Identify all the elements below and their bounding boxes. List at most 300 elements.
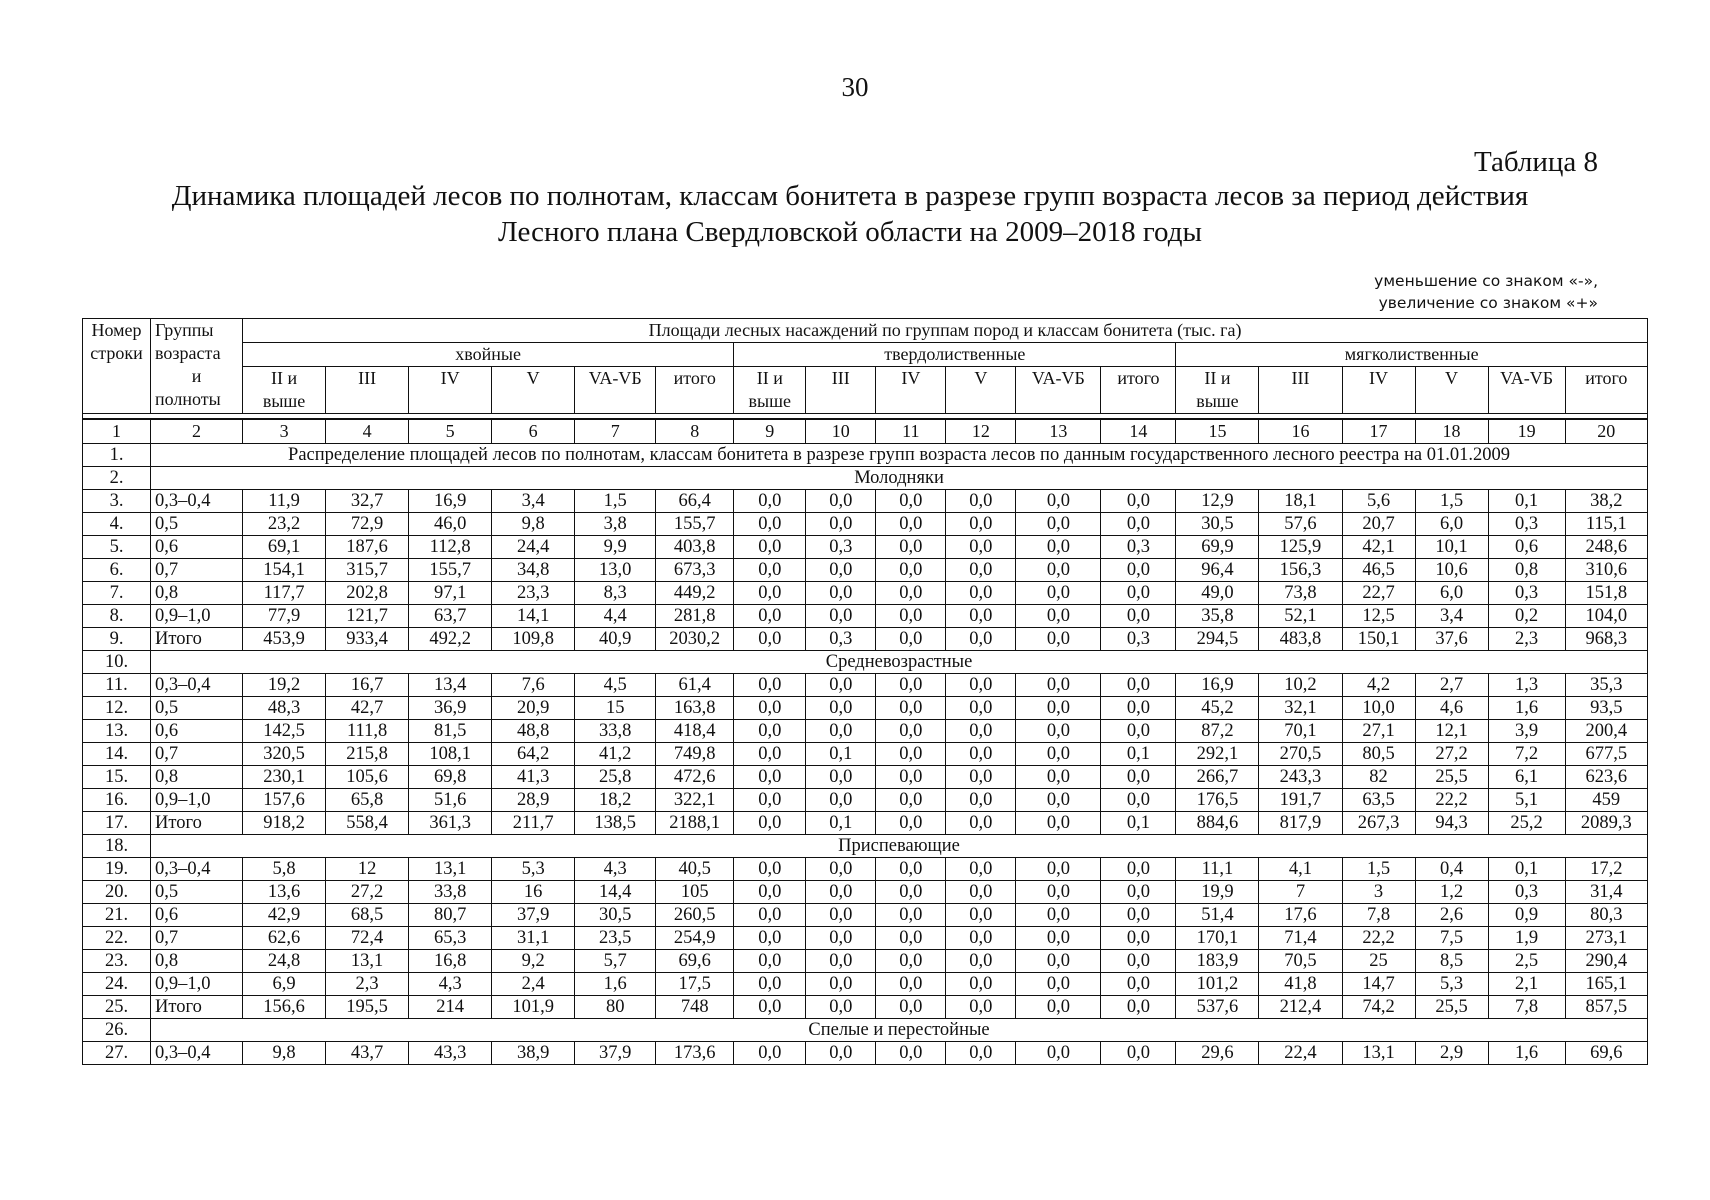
table-row bbox=[83, 628, 1648, 651]
header-age-group bbox=[151, 319, 243, 414]
section-label: Приспевающие bbox=[151, 835, 1648, 858]
value-cell: 0,0 bbox=[1016, 720, 1101, 743]
value-cell: 57,6 bbox=[1259, 513, 1342, 536]
value-cell: 3,9 bbox=[1488, 720, 1565, 743]
column-number: 7 bbox=[575, 419, 656, 444]
age-group-cell: 0,7 bbox=[151, 927, 243, 950]
value-cell: 64,2 bbox=[492, 743, 575, 766]
value-cell: 270,5 bbox=[1259, 743, 1342, 766]
table-row bbox=[83, 559, 1648, 582]
age-group-cell: Итого bbox=[151, 628, 243, 651]
header-class-9: II и bbox=[734, 367, 806, 391]
value-cell: 154,1 bbox=[243, 559, 326, 582]
header-class-20: итого bbox=[1565, 367, 1647, 391]
value-cell: 0,0 bbox=[734, 674, 806, 697]
value-cell: 13,6 bbox=[243, 881, 326, 904]
age-group-cell: Итого bbox=[151, 996, 243, 1019]
value-cell: 1,9 bbox=[1488, 927, 1565, 950]
value-cell: 96,4 bbox=[1176, 559, 1259, 582]
value-cell: 16,9 bbox=[1176, 674, 1259, 697]
value-cell: 151,8 bbox=[1565, 582, 1647, 605]
value-cell: 0,0 bbox=[876, 628, 946, 651]
value-cell: 0,0 bbox=[806, 858, 876, 881]
value-cell: 0,0 bbox=[734, 927, 806, 950]
value-cell: 0,0 bbox=[946, 996, 1016, 1019]
value-cell: 0,1 bbox=[1101, 812, 1176, 835]
value-cell: 12,1 bbox=[1415, 720, 1488, 743]
value-cell: 66,4 bbox=[656, 490, 734, 513]
value-cell: 0,0 bbox=[946, 789, 1016, 812]
value-cell: 0,0 bbox=[946, 490, 1016, 513]
age-group-cell: 0,5 bbox=[151, 697, 243, 720]
value-cell: 74,2 bbox=[1342, 996, 1415, 1019]
value-cell: 0,0 bbox=[734, 743, 806, 766]
value-cell: 0,0 bbox=[1101, 766, 1176, 789]
value-cell: 0,0 bbox=[1101, 513, 1176, 536]
value-cell: 215,8 bbox=[326, 743, 409, 766]
value-cell: 254,9 bbox=[656, 927, 734, 950]
value-cell: 230,1 bbox=[243, 766, 326, 789]
value-cell: 7,2 bbox=[1488, 743, 1565, 766]
value-cell: 14,7 bbox=[1342, 973, 1415, 996]
value-cell: 0,0 bbox=[1016, 789, 1101, 812]
value-cell: 0,0 bbox=[876, 973, 946, 996]
header-class-7: VA-VБ bbox=[575, 367, 656, 391]
table-row bbox=[83, 536, 1648, 559]
age-group-cell: 0,5 bbox=[151, 513, 243, 536]
row-number: 11. bbox=[83, 674, 151, 697]
value-cell: 322,1 bbox=[656, 789, 734, 812]
value-cell: 2089,3 bbox=[1565, 812, 1647, 835]
row-number: 12. bbox=[83, 697, 151, 720]
column-number: 15 bbox=[1176, 419, 1259, 444]
value-cell: 0,3 bbox=[1101, 536, 1176, 559]
column-number: 2 bbox=[151, 419, 243, 444]
value-cell: 19,9 bbox=[1176, 881, 1259, 904]
value-cell: 10,0 bbox=[1342, 697, 1415, 720]
row-number: 25. bbox=[83, 996, 151, 1019]
value-cell: 63,7 bbox=[409, 605, 492, 628]
header-class-15: II и bbox=[1176, 367, 1259, 391]
age-group-cell: 0,9–1,0 bbox=[151, 789, 243, 812]
value-cell: 0,0 bbox=[806, 513, 876, 536]
value-cell: 677,5 bbox=[1565, 743, 1647, 766]
column-number: 16 bbox=[1259, 419, 1342, 444]
value-cell: 11,9 bbox=[243, 490, 326, 513]
value-cell: 281,8 bbox=[656, 605, 734, 628]
header-class-13: VA-VБ bbox=[1016, 367, 1101, 391]
value-cell: 2188,1 bbox=[656, 812, 734, 835]
value-cell: 537,6 bbox=[1176, 996, 1259, 1019]
value-cell: 0,0 bbox=[1101, 858, 1176, 881]
value-cell: 0,0 bbox=[806, 605, 876, 628]
header-row-number-line-1: Номер bbox=[91, 320, 142, 340]
value-cell: 0,0 bbox=[946, 904, 1016, 927]
value-cell: 0,0 bbox=[806, 720, 876, 743]
value-cell: 857,5 bbox=[1565, 996, 1647, 1019]
value-cell: 1,5 bbox=[1415, 490, 1488, 513]
header-class-14-sub bbox=[1101, 390, 1176, 414]
value-cell: 0,0 bbox=[946, 697, 1016, 720]
value-cell: 0,8 bbox=[1488, 559, 1565, 582]
value-cell: 22,7 bbox=[1342, 582, 1415, 605]
value-cell: 0,0 bbox=[946, 720, 1016, 743]
header-class-19-sub bbox=[1488, 390, 1565, 414]
value-cell: 0,0 bbox=[1101, 904, 1176, 927]
value-cell: 0,0 bbox=[946, 743, 1016, 766]
age-group-cell: 0,6 bbox=[151, 720, 243, 743]
value-cell: 17,6 bbox=[1259, 904, 1342, 927]
value-cell: 0,0 bbox=[946, 858, 1016, 881]
value-cell: 40,9 bbox=[575, 628, 656, 651]
value-cell: 7 bbox=[1259, 881, 1342, 904]
value-cell: 749,8 bbox=[656, 743, 734, 766]
value-cell: 165,1 bbox=[1565, 973, 1647, 996]
value-cell: 1,6 bbox=[575, 973, 656, 996]
value-cell: 16,7 bbox=[326, 674, 409, 697]
value-cell: 62,6 bbox=[243, 927, 326, 950]
value-cell: 0,0 bbox=[876, 513, 946, 536]
header-class-6-sub bbox=[492, 390, 575, 414]
value-cell: 673,3 bbox=[656, 559, 734, 582]
value-cell: 0,0 bbox=[1016, 743, 1101, 766]
value-cell: 0,2 bbox=[1488, 605, 1565, 628]
value-cell: 69,6 bbox=[1565, 1042, 1647, 1065]
value-cell: 212,4 bbox=[1259, 996, 1342, 1019]
value-cell: 7,8 bbox=[1342, 904, 1415, 927]
value-cell: 69,9 bbox=[1176, 536, 1259, 559]
value-cell: 22,2 bbox=[1415, 789, 1488, 812]
value-cell: 0,0 bbox=[806, 674, 876, 697]
value-cell: 173,6 bbox=[656, 1042, 734, 1065]
value-cell: 0,0 bbox=[1016, 1042, 1101, 1065]
note-line-2: увеличение со знаком «+» bbox=[1378, 294, 1598, 312]
value-cell: 0,3 bbox=[1488, 513, 1565, 536]
value-cell: 1,6 bbox=[1488, 697, 1565, 720]
value-cell: 176,5 bbox=[1176, 789, 1259, 812]
value-cell: 32,1 bbox=[1259, 697, 1342, 720]
value-cell: 187,6 bbox=[326, 536, 409, 559]
value-cell: 15 bbox=[575, 697, 656, 720]
value-cell: 51,4 bbox=[1176, 904, 1259, 927]
value-cell: 5,3 bbox=[1415, 973, 1488, 996]
column-number: 5 bbox=[409, 419, 492, 444]
row-number: 6. bbox=[83, 559, 151, 582]
value-cell: 0,0 bbox=[806, 697, 876, 720]
value-cell: 13,0 bbox=[575, 559, 656, 582]
value-cell: 13,1 bbox=[409, 858, 492, 881]
column-number: 8 bbox=[656, 419, 734, 444]
value-cell: 403,8 bbox=[656, 536, 734, 559]
value-cell: 77,9 bbox=[243, 605, 326, 628]
value-cell: 16 bbox=[492, 881, 575, 904]
section-row bbox=[83, 444, 1648, 467]
value-cell: 13,1 bbox=[1342, 1042, 1415, 1065]
value-cell: 36,9 bbox=[409, 697, 492, 720]
value-cell: 0,0 bbox=[946, 881, 1016, 904]
table-row bbox=[83, 973, 1648, 996]
age-group-cell: 0,3–0,4 bbox=[151, 490, 243, 513]
value-cell: 38,9 bbox=[492, 1042, 575, 1065]
value-cell: 33,8 bbox=[575, 720, 656, 743]
value-cell: 0,1 bbox=[1488, 490, 1565, 513]
value-cell: 2,7 bbox=[1415, 674, 1488, 697]
value-cell: 0,0 bbox=[734, 559, 806, 582]
value-cell: 16,9 bbox=[409, 490, 492, 513]
header-class-11-sub bbox=[876, 390, 946, 414]
value-cell: 73,8 bbox=[1259, 582, 1342, 605]
value-cell: 105,6 bbox=[326, 766, 409, 789]
value-cell: 163,8 bbox=[656, 697, 734, 720]
value-cell: 63,5 bbox=[1342, 789, 1415, 812]
value-cell: 0,0 bbox=[1101, 950, 1176, 973]
value-cell: 0,0 bbox=[876, 1042, 946, 1065]
value-cell: 9,8 bbox=[492, 513, 575, 536]
value-cell: 10,1 bbox=[1415, 536, 1488, 559]
value-cell: 42,9 bbox=[243, 904, 326, 927]
value-cell: 0,0 bbox=[806, 766, 876, 789]
header-group-coniferous: хвойные bbox=[243, 343, 734, 367]
value-cell: 2,3 bbox=[1488, 628, 1565, 651]
value-cell: 8,3 bbox=[575, 582, 656, 605]
row-number: 1. bbox=[83, 444, 151, 467]
value-cell: 0,0 bbox=[734, 789, 806, 812]
row-number: 15. bbox=[83, 766, 151, 789]
value-cell: 0,0 bbox=[806, 559, 876, 582]
header-age-group-line-1: Группы bbox=[155, 320, 214, 340]
value-cell: 6,0 bbox=[1415, 582, 1488, 605]
value-cell: 0,0 bbox=[734, 582, 806, 605]
row-number: 13. bbox=[83, 720, 151, 743]
value-cell: 0,0 bbox=[1101, 996, 1176, 1019]
value-cell: 492,2 bbox=[409, 628, 492, 651]
value-cell: 80 bbox=[575, 996, 656, 1019]
value-cell: 42,1 bbox=[1342, 536, 1415, 559]
header-class-13-sub bbox=[1016, 390, 1101, 414]
value-cell: 0,0 bbox=[806, 950, 876, 973]
value-cell: 104,0 bbox=[1565, 605, 1647, 628]
header-class-18-sub bbox=[1415, 390, 1488, 414]
value-cell: 0,0 bbox=[1101, 674, 1176, 697]
value-cell: 65,3 bbox=[409, 927, 492, 950]
section-label: Молодняки bbox=[151, 467, 1648, 490]
header-row-number-line-2: строки bbox=[90, 343, 143, 363]
value-cell: 2,9 bbox=[1415, 1042, 1488, 1065]
value-cell: 918,2 bbox=[243, 812, 326, 835]
value-cell: 51,6 bbox=[409, 789, 492, 812]
value-cell: 0,0 bbox=[946, 812, 1016, 835]
value-cell: 30,5 bbox=[575, 904, 656, 927]
value-cell: 41,2 bbox=[575, 743, 656, 766]
value-cell: 0,0 bbox=[806, 490, 876, 513]
value-cell: 5,7 bbox=[575, 950, 656, 973]
value-cell: 0,0 bbox=[946, 559, 1016, 582]
value-cell: 0,0 bbox=[876, 582, 946, 605]
value-cell: 195,5 bbox=[326, 996, 409, 1019]
value-cell: 3,4 bbox=[1415, 605, 1488, 628]
value-cell: 150,1 bbox=[1342, 628, 1415, 651]
value-cell: 82 bbox=[1342, 766, 1415, 789]
table-row bbox=[83, 766, 1648, 789]
value-cell: 125,9 bbox=[1259, 536, 1342, 559]
value-cell: 6,0 bbox=[1415, 513, 1488, 536]
value-cell: 70,1 bbox=[1259, 720, 1342, 743]
value-cell: 25,8 bbox=[575, 766, 656, 789]
value-cell: 0,0 bbox=[1016, 582, 1101, 605]
value-cell: 37,6 bbox=[1415, 628, 1488, 651]
row-number: 18. bbox=[83, 835, 151, 858]
value-cell: 3 bbox=[1342, 881, 1415, 904]
row-number: 5. bbox=[83, 536, 151, 559]
value-cell: 0,0 bbox=[1016, 628, 1101, 651]
value-cell: 0,0 bbox=[946, 628, 1016, 651]
value-cell: 43,3 bbox=[409, 1042, 492, 1065]
value-cell: 1,5 bbox=[1342, 858, 1415, 881]
table-row bbox=[83, 789, 1648, 812]
value-cell: 72,9 bbox=[326, 513, 409, 536]
value-cell: 6,1 bbox=[1488, 766, 1565, 789]
value-cell: 112,8 bbox=[409, 536, 492, 559]
value-cell: 0,0 bbox=[1016, 858, 1101, 881]
value-cell: 40,5 bbox=[656, 858, 734, 881]
table-row bbox=[83, 881, 1648, 904]
value-cell: 0,0 bbox=[946, 1042, 1016, 1065]
value-cell: 0,3 bbox=[806, 536, 876, 559]
value-cell: 260,5 bbox=[656, 904, 734, 927]
column-number: 17 bbox=[1342, 419, 1415, 444]
age-group-cell: 0,3–0,4 bbox=[151, 1042, 243, 1065]
value-cell: 121,7 bbox=[326, 605, 409, 628]
value-cell: 0,9 bbox=[1488, 904, 1565, 927]
value-cell: 290,4 bbox=[1565, 950, 1647, 973]
value-cell: 155,7 bbox=[656, 513, 734, 536]
section-row bbox=[83, 651, 1648, 674]
value-cell: 0,1 bbox=[806, 812, 876, 835]
value-cell: 0,3 bbox=[1488, 582, 1565, 605]
value-cell: 202,8 bbox=[326, 582, 409, 605]
value-cell: 170,1 bbox=[1176, 927, 1259, 950]
value-cell: 0,0 bbox=[946, 950, 1016, 973]
sign-note bbox=[1374, 270, 1598, 314]
header-age-group-line-4: полноты bbox=[155, 389, 221, 409]
column-number: 1 bbox=[83, 419, 151, 444]
value-cell: 12 bbox=[326, 858, 409, 881]
header-class-5: IV bbox=[409, 367, 492, 391]
value-cell: 214 bbox=[409, 996, 492, 1019]
value-cell: 9,2 bbox=[492, 950, 575, 973]
value-cell: 31,1 bbox=[492, 927, 575, 950]
value-cell: 61,4 bbox=[656, 674, 734, 697]
value-cell: 115,1 bbox=[1565, 513, 1647, 536]
value-cell: 0,0 bbox=[1101, 927, 1176, 950]
value-cell: 4,5 bbox=[575, 674, 656, 697]
value-cell: 0,0 bbox=[946, 513, 1016, 536]
value-cell: 0,0 bbox=[734, 720, 806, 743]
column-number: 9 bbox=[734, 419, 806, 444]
header-class-3-sub: выше bbox=[243, 390, 326, 414]
header-class-7-sub bbox=[575, 390, 656, 414]
value-cell: 11,1 bbox=[1176, 858, 1259, 881]
value-cell: 24,4 bbox=[492, 536, 575, 559]
value-cell: 7,8 bbox=[1488, 996, 1565, 1019]
value-cell: 12,5 bbox=[1342, 605, 1415, 628]
value-cell: 0,4 bbox=[1415, 858, 1488, 881]
value-cell: 12,9 bbox=[1176, 490, 1259, 513]
value-cell: 48,3 bbox=[243, 697, 326, 720]
value-cell: 25,5 bbox=[1415, 996, 1488, 1019]
value-cell: 72,4 bbox=[326, 927, 409, 950]
age-group-cell: 0,7 bbox=[151, 559, 243, 582]
value-cell: 0,0 bbox=[946, 927, 1016, 950]
row-number: 2. bbox=[83, 467, 151, 490]
value-cell: 0,0 bbox=[1101, 605, 1176, 628]
value-cell: 0,0 bbox=[1016, 697, 1101, 720]
column-number: 14 bbox=[1101, 419, 1176, 444]
value-cell: 1,2 bbox=[1415, 881, 1488, 904]
title-line-2: Лесного плана Свердловской области на 2009–2018 годы bbox=[498, 216, 1202, 248]
value-cell: 105 bbox=[656, 881, 734, 904]
value-cell: 0,0 bbox=[806, 904, 876, 927]
value-cell: 0,0 bbox=[806, 582, 876, 605]
value-cell: 1,6 bbox=[1488, 1042, 1565, 1065]
value-cell: 0,0 bbox=[806, 927, 876, 950]
value-cell: 0,0 bbox=[734, 950, 806, 973]
value-cell: 0,0 bbox=[1016, 996, 1101, 1019]
column-number: 13 bbox=[1016, 419, 1101, 444]
value-cell: 5,6 bbox=[1342, 490, 1415, 513]
value-cell: 0,0 bbox=[734, 766, 806, 789]
value-cell: 29,6 bbox=[1176, 1042, 1259, 1065]
value-cell: 13,1 bbox=[326, 950, 409, 973]
value-cell: 9,9 bbox=[575, 536, 656, 559]
value-cell: 0,0 bbox=[734, 605, 806, 628]
value-cell: 7,5 bbox=[1415, 927, 1488, 950]
row-number: 21. bbox=[83, 904, 151, 927]
header-class-17: IV bbox=[1342, 367, 1415, 391]
value-cell: 0,0 bbox=[1101, 720, 1176, 743]
value-cell: 243,3 bbox=[1259, 766, 1342, 789]
value-cell: 418,4 bbox=[656, 720, 734, 743]
value-cell: 22,4 bbox=[1259, 1042, 1342, 1065]
value-cell: 817,9 bbox=[1259, 812, 1342, 835]
value-cell: 0,0 bbox=[1016, 513, 1101, 536]
value-cell: 46,0 bbox=[409, 513, 492, 536]
value-cell: 0,0 bbox=[806, 1042, 876, 1065]
value-cell: 97,1 bbox=[409, 582, 492, 605]
header-class-11: IV bbox=[876, 367, 946, 391]
value-cell: 0,1 bbox=[806, 743, 876, 766]
title-line-1: Динамика площадей лесов по полнотам, классам бонитета в разрезе групп возраста лесов за период действия bbox=[171, 180, 1529, 212]
value-cell: 0,0 bbox=[876, 789, 946, 812]
table-row bbox=[83, 582, 1648, 605]
header-age-group-line-3: и bbox=[191, 366, 202, 386]
value-cell: 0,3 bbox=[806, 628, 876, 651]
header-class-10-sub bbox=[806, 390, 876, 414]
age-group-cell: 0,3–0,4 bbox=[151, 858, 243, 881]
value-cell: 23,2 bbox=[243, 513, 326, 536]
value-cell: 101,9 bbox=[492, 996, 575, 1019]
value-cell: 0,0 bbox=[876, 674, 946, 697]
value-cell: 71,4 bbox=[1259, 927, 1342, 950]
value-cell: 0,0 bbox=[876, 559, 946, 582]
row-number: 24. bbox=[83, 973, 151, 996]
value-cell: 138,5 bbox=[575, 812, 656, 835]
value-cell: 0,1 bbox=[1488, 858, 1565, 881]
column-number: 3 bbox=[243, 419, 326, 444]
value-cell: 19,2 bbox=[243, 674, 326, 697]
value-cell: 0,0 bbox=[806, 789, 876, 812]
value-cell: 0,0 bbox=[734, 1042, 806, 1065]
